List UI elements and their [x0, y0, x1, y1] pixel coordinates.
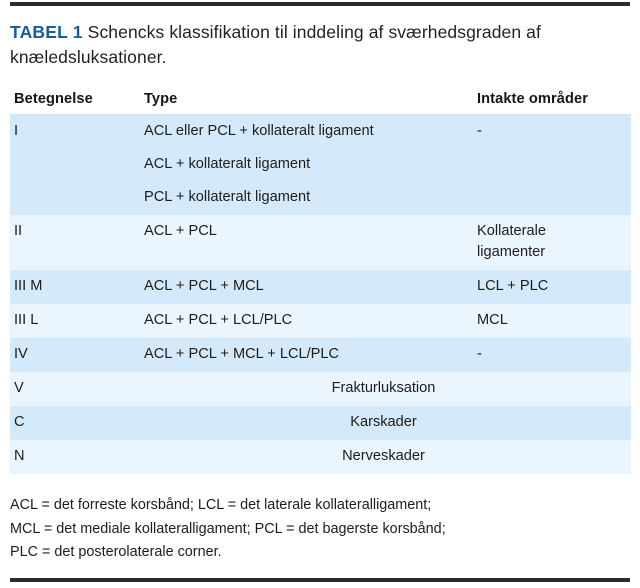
- footnote-line: MCL = det mediale kollateralligament; PCL = det bagerste korsbånd;: [10, 520, 446, 537]
- table-row: [10, 215, 631, 270]
- cell-type: [136, 115, 470, 216]
- cell-type: ACL + PCL + MCL: [136, 270, 470, 304]
- cell-betegnelse: III L: [10, 304, 136, 338]
- type-line: ACL + kollateralt ligament: [144, 156, 311, 172]
- schenck-classification-table: [10, 86, 631, 474]
- cell-betegnelse: III M: [10, 270, 136, 304]
- intakte-line: ligamenter: [477, 244, 546, 260]
- table-body: [10, 115, 631, 475]
- table-caption-text: Schencks klassifikation til inddeling af sværhedsgraden af knæledsluksationer.: [10, 22, 541, 67]
- cell-type: ACL + PCL + MCL + LCL/PLC: [136, 338, 470, 372]
- footnote-line: ACL = det forreste korsbånd; LCL = det laterale kollateralligament;: [10, 497, 432, 513]
- table-header-row: [10, 86, 631, 115]
- table-row: [10, 406, 631, 440]
- cell-betegnelse: V: [10, 372, 136, 406]
- type-line: ACL eller PCL + kollateralt ligament: [144, 123, 374, 139]
- intakte-line: Kollaterale: [477, 223, 546, 239]
- cell-betegnelse: I: [10, 115, 136, 216]
- table-row: [10, 338, 631, 372]
- table-footnote: [10, 494, 630, 565]
- intakte-line: -: [477, 123, 482, 139]
- cell-span-text: Karskader: [136, 406, 631, 440]
- cell-intakte: -: [470, 338, 631, 372]
- footnote-line: PLC = det posterolaterale corner.: [10, 544, 222, 560]
- table-number-label: TABEL 1: [10, 22, 83, 42]
- table-row: [10, 115, 631, 216]
- cell-intakte: [470, 215, 631, 270]
- cell-betegnelse: N: [10, 440, 136, 474]
- column-header-betegnelse: Betegnelse: [10, 86, 136, 115]
- top-rule: [10, 2, 630, 6]
- table-row: [10, 270, 631, 304]
- type-line: PCL + kollateralt ligament: [144, 189, 311, 205]
- cell-intakte: MCL: [470, 304, 631, 338]
- cell-betegnelse: C: [10, 406, 136, 440]
- bottom-rule: [10, 578, 630, 582]
- cell-span-text: Frakturluksation: [136, 372, 631, 406]
- cell-intakte: LCL + PLC: [470, 270, 631, 304]
- table-container: [10, 86, 631, 474]
- table-row: [10, 372, 631, 406]
- cell-betegnelse: IV: [10, 338, 136, 372]
- table-row: [10, 440, 631, 474]
- cell-type: [136, 215, 470, 270]
- cell-span-text: Nerveskader: [136, 440, 631, 474]
- table-header: [10, 86, 631, 115]
- cell-betegnelse: II: [10, 215, 136, 270]
- cell-intakte: [470, 115, 631, 216]
- type-line: ACL + PCL: [144, 223, 217, 239]
- table-row: [10, 304, 631, 338]
- cell-type: ACL + PCL + LCL/PLC: [136, 304, 470, 338]
- column-header-type: Type: [136, 86, 470, 115]
- table-caption: [10, 20, 632, 70]
- column-header-intakte: Intakte områder: [470, 86, 631, 115]
